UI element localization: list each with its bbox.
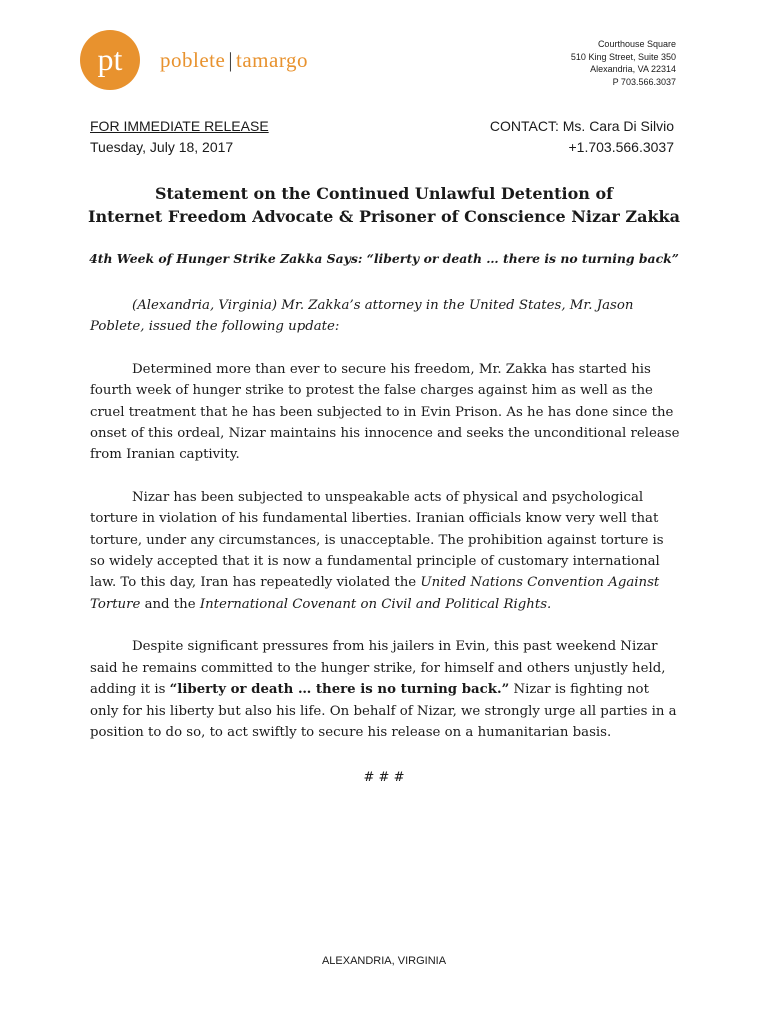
address-block <box>571 38 676 88</box>
intro-paragraph: (Alexandria, Virginia) Mr. Zakka’s attorney in the United States, Mr. Jason Poblete, issued the following update: <box>90 298 634 335</box>
address-line-3: Alexandria, VA 22314 <box>590 64 676 74</box>
logo-wordmark <box>160 48 308 73</box>
body-text <box>90 295 680 743</box>
address-line-2: 510 King Street, Suite 350 <box>570 51 676 62</box>
end-mark: # # # <box>363 770 405 785</box>
contact-block <box>490 118 674 156</box>
footer-location: ALEXANDRIA, VIRGINIA <box>321 955 447 967</box>
un-convention-title: United Nations Convention Against Torture <box>90 575 660 612</box>
contact-label: CONTACT: Ms. Cara Di Silvio <box>489 118 674 134</box>
address-line-1: Courthouse Square <box>597 39 676 49</box>
subtitle: 4th Week of Hunger Strike Zakka Says: “liberty or death … there is no turning back” <box>89 251 679 266</box>
address-line-4: P 703.566.3037 <box>612 76 676 87</box>
bold-quote: “liberty or death … there is no turning back.” <box>169 682 510 698</box>
logo-mark <box>80 30 140 90</box>
title-line-1: Statement on the Continued Unlawful Detention of <box>154 184 614 203</box>
release-block <box>90 118 269 156</box>
pt-monogram-icon <box>80 30 140 90</box>
paragraph-3-text-b: Nizar is fighting not only for his liberty but also his life. On behalf of Nizar, we strongly urge all parties in a position to do so, to act swiftly to secure his release on a humanitarian basis. <box>90 682 677 740</box>
contact-phone: +1.703.566.3037 <box>568 139 674 155</box>
logo-separator: | <box>228 48 234 72</box>
paragraph-3-text-a: Despite significant pressures from his jailers in Evin, this past weekend Nizar said he remains committed to the hunger strike, for himself and others unjustly held, adding it is <box>90 639 666 698</box>
paragraph-2-text-a: Nizar has been subjected to unspeakable acts of physical and psychological torture in violation of his fundamental liberties. Iranian officials know very well that torture, under any circumstances, is unacceptable. The prohibition against torture is so widely accepted that it is now a fundamental principle of customary international law. To this day, Iran has repeatedly violated the <box>90 489 664 591</box>
release-date: Tuesday, July 18, 2017 <box>90 139 234 155</box>
svg-text:pt: pt <box>97 41 123 77</box>
paragraph-2-text-b: and the <box>140 596 200 612</box>
title-line-2: Internet Freedom Advocate & Prisoner of Conscience Nizar Zakka <box>87 207 681 226</box>
paragraph-3 <box>90 636 680 743</box>
paragraph-1: Determined more than ever to secure his freedom, Mr. Zakka has started his fourth week of hunger strike to protest the false charges against him as well as the cruel treatment that he has been subjected to in Evin Prison. As he has done since the onset of this ordeal, Nizar maintains his innocence and seeks the unconditional release from Iranian captivity. <box>90 361 680 463</box>
paragraph-2 <box>90 487 680 615</box>
logo-name-left: poblete <box>160 48 226 72</box>
covenant-title: International Covenant on Civil and Political Rights. <box>199 596 552 612</box>
page-title <box>0 182 768 228</box>
logo-name-right: tamargo <box>236 48 308 72</box>
release-label: FOR IMMEDIATE RELEASE <box>90 118 269 134</box>
